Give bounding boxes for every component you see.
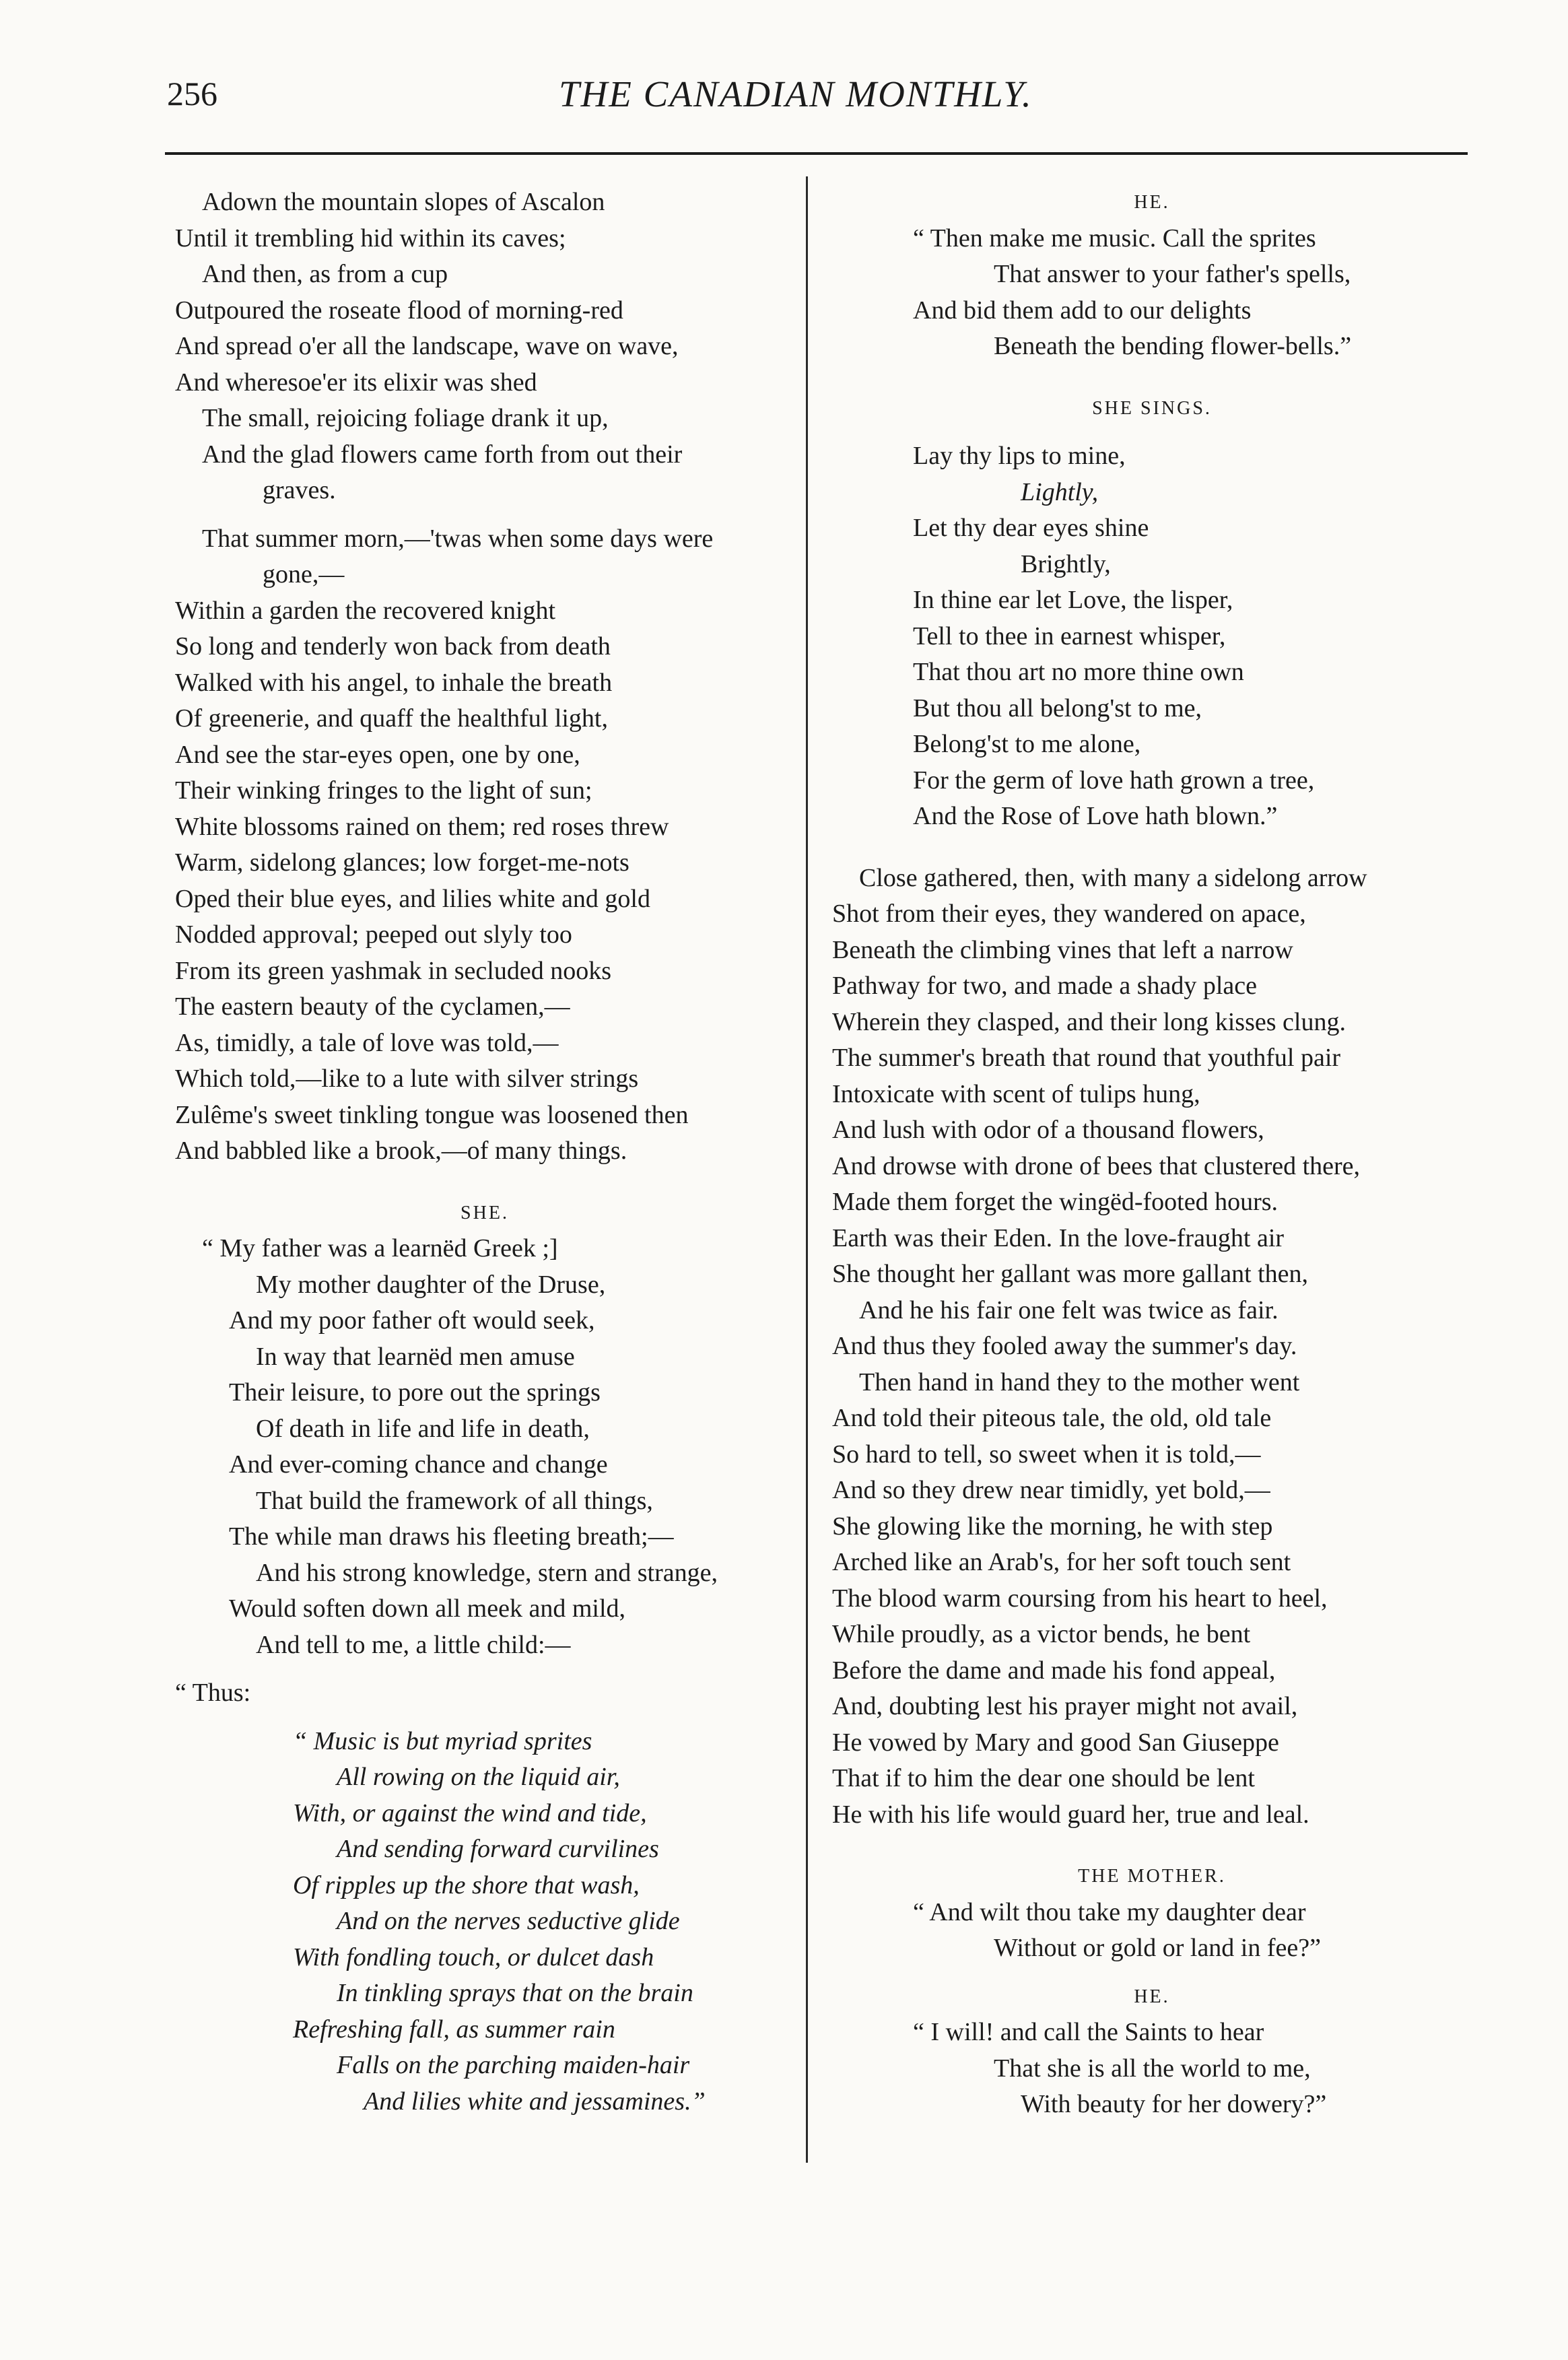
verse-line: graves. (263, 476, 336, 504)
verse-line: And so they drew near timidly, yet bold,— (832, 1476, 1270, 1504)
verse-line: Beneath the bending flower-bells.” (994, 332, 1352, 360)
stanza-he-music (832, 221, 1472, 365)
verse-line: And the Rose of Love hath blown.” (913, 802, 1278, 830)
verse-line: And, doubting lest his prayer might not avail, (832, 1692, 1298, 1720)
column-divider (806, 176, 808, 2163)
running-title: THE CANADIAN MONTHLY. (559, 73, 1033, 114)
stanza-he-reply (832, 2015, 1472, 2123)
header-rule (165, 152, 1468, 155)
page-header (0, 0, 1568, 158)
verse-line: Beneath the climbing vines that left a narrow (832, 935, 1293, 964)
verse-line: And tell to me, a little child:— (256, 1630, 571, 1659)
verse-line: Within a garden the recovered knight (175, 596, 556, 625)
verse-line: Earth was their Eden. In the love-fraught air (832, 1223, 1285, 1252)
verse-line: Adown the mountain slopes of Ascalon (202, 188, 605, 216)
verse-line: White blossoms rained on them; red roses threw (175, 812, 669, 841)
verse-line: For the germ of love hath grown a tree, (913, 766, 1315, 795)
speaker-heading-he-2: HE. (1134, 1986, 1170, 2007)
verse-line: With beauty for her dowery?” (1021, 2090, 1327, 2118)
verse-line: And bid them add to our delights (913, 296, 1252, 325)
verse-line: Tell to thee in earnest whisper, (913, 621, 1226, 650)
verse-line: Arched like an Arab's, for her soft touch sent (832, 1548, 1291, 1576)
right-column (832, 184, 1472, 2123)
verse-line: But thou all belong'st to me, (913, 694, 1202, 722)
verse-line: He vowed by Mary and good San Giuseppe (832, 1728, 1279, 1757)
verse-line: With, or against the wind and tide, (293, 1798, 647, 1827)
verse-line: And spread o'er all the landscape, wave on wave, (175, 332, 679, 360)
verse-line: Outpoured the roseate flood of morning-red (175, 296, 623, 325)
verse-line: The summer's breath that round that youthful pair (832, 1044, 1341, 1072)
verse-line: Warm, sidelong glances; low forget-me-nots (175, 848, 629, 877)
verse-line: All rowing on the liquid air, (337, 1763, 620, 1791)
verse-line: Wherein they clasped, and their long kisses clung. (832, 1007, 1346, 1036)
verse-line: Belong'st to me alone, (913, 730, 1141, 758)
stanza-narrative (832, 861, 1472, 1833)
verse-line: Let thy dear eyes shine (913, 514, 1149, 542)
verse-line: Until it trembling hid within its caves; (175, 224, 566, 252)
verse-line: Without or gold or land in fee?” (994, 1934, 1321, 1962)
verse-line: Intoxicate with scent of tulips hung, (832, 1079, 1200, 1108)
speaker-heading-she: SHE. (461, 1202, 509, 1223)
verse-line: While proudly, as a victor bends, he bent (832, 1620, 1251, 1648)
verse-line: “ I will! and call the Saints to hear (913, 2018, 1264, 2046)
stanza-summer-morn (175, 521, 801, 1170)
thus-line: “ Thus: (175, 1679, 251, 1707)
verse-line: As, timidly, a tale of love was told,— (175, 1028, 559, 1057)
verse-line: “ My father was a learnëd Greek ;] (202, 1234, 558, 1262)
verse-line: Made them forget the wingëd-footed hours. (832, 1188, 1279, 1216)
stanza-song (832, 438, 1472, 835)
verse-line: Their leisure, to pore out the springs (229, 1378, 601, 1407)
stanza-music (175, 1724, 801, 2120)
verse-line: In tinkling sprays that on the brain (337, 1979, 693, 2007)
stanza-she (175, 1231, 801, 1663)
verse-line: And drowse with drone of bees that clustered there, (832, 1151, 1361, 1180)
verse-line: The eastern beauty of the cyclamen,— (175, 992, 570, 1021)
verse-line: Walked with his angel, to inhale the breath (175, 668, 613, 697)
verse-line: And my poor father oft would seek, (229, 1306, 595, 1335)
verse-line: Nodded approval; peeped out slyly too (175, 920, 572, 949)
verse-line: That build the framework of all things, (256, 1486, 653, 1515)
verse-line: Pathway for two, and made a shady place (832, 972, 1258, 1000)
verse-line: And babbled like a brook,—of many things. (175, 1137, 627, 1165)
verse-line: And thus they fooled away the summer's day. (832, 1332, 1297, 1360)
verse-line: Refreshing fall, as summer rain (293, 2015, 615, 2044)
speaker-heading-he: HE. (1134, 192, 1170, 213)
verse-line: Of ripples up the shore that wash, (293, 1870, 640, 1899)
verse-line: Would soften down all meek and mild, (229, 1594, 625, 1623)
verse-line: My mother daughter of the Druse, (256, 1270, 606, 1299)
verse-line: And wheresoe'er its elixir was shed (175, 368, 537, 397)
page-number: 256 (167, 75, 217, 112)
verse-line: Which told,—like to a lute with silver strings (175, 1065, 639, 1093)
verse-line: Oped their blue eyes, and lilies white and gold (175, 884, 650, 913)
verse-line: And lilies white and jessamines.” (364, 2087, 706, 2116)
verse-line: Of greenerie, and quaff the healthful light, (175, 704, 608, 733)
verse-line: And lush with odor of a thousand flowers, (832, 1116, 1264, 1144)
verse-line: She glowing like the morning, he with step (832, 1512, 1273, 1541)
verse-line: From its green yashmak in secluded nooks (175, 956, 612, 985)
verse-line: Shot from their eyes, they wandered on apace, (832, 900, 1306, 928)
verse-line: gone,— (263, 560, 345, 588)
left-column (175, 184, 801, 2120)
verse-line: And see the star-eyes open, one by one, (175, 740, 580, 769)
verse-line: Close gathered, then, with many a sidelong arrow (859, 863, 1367, 892)
verse-line: Lightly, (1021, 477, 1099, 506)
verse-line: And he his fair one felt was twice as fair. (859, 1295, 1279, 1324)
verse-line: Brightly, (1021, 549, 1111, 578)
stanza-mountain (175, 184, 801, 509)
verse-line: Their winking fringes to the light of sun; (175, 776, 592, 805)
verse-line: With fondling touch, or dulcet dash (293, 1943, 654, 1971)
verse-line: That thou art no more thine own (913, 658, 1244, 686)
verse-line: She thought her gallant was more gallant then, (832, 1260, 1309, 1288)
verse-line: Of death in life and life in death, (256, 1414, 590, 1443)
stanza-mother (832, 1895, 1472, 1967)
verse-line: The small, rejoicing foliage drank it up, (202, 404, 609, 432)
verse-line: And on the nerves seductive glide (337, 1907, 680, 1935)
verse-line: And the glad flowers came forth from out their (202, 440, 683, 469)
verse-line: So long and tenderly won back from death (175, 632, 611, 661)
verse-line: The blood warm coursing from his heart to heel, (832, 1584, 1328, 1613)
verse-line: And told their piteous tale, the old, old tale (832, 1404, 1272, 1432)
verse-line: “ Music is but myriad sprites (293, 1726, 592, 1755)
verse-line: And sending forward curvilines (337, 1835, 659, 1863)
verse-line: In thine ear let Love, the lisper, (913, 586, 1233, 614)
speaker-heading-mother: THE MOTHER. (1078, 1866, 1226, 1887)
verse-line: That she is all the world to me, (994, 2054, 1311, 2083)
verse-line: That if to him the dear one should be lent (832, 1764, 1255, 1792)
verse-line: And his strong knowledge, stern and strange, (256, 1558, 718, 1587)
verse-line: Then hand in hand they to the mother went (859, 1368, 1300, 1396)
verse-line: That summer morn,—'twas when some days were (202, 524, 714, 553)
verse-line: He with his life would guard her, true and leal. (832, 1800, 1309, 1829)
verse-line: And then, as from a cup (202, 260, 448, 288)
verse-line: So hard to tell, so sweet when it is told,— (832, 1440, 1261, 1469)
verse-line: “ Then make me music. Call the sprites (913, 224, 1316, 252)
verse-line: In way that learnëd men amuse (256, 1342, 575, 1371)
verse-line: The while man draws his fleeting breath;— (229, 1522, 674, 1551)
verse-line: Before the dame and made his fond appeal, (832, 1656, 1276, 1685)
verse-line: And ever-coming chance and change (229, 1450, 608, 1479)
verse-line: That answer to your father's spells, (994, 260, 1351, 288)
verse-line: Zulême's sweet tinkling tongue was loosened then (175, 1100, 689, 1129)
speaker-heading-she-sings: SHE SINGS. (1092, 397, 1212, 419)
verse-line: Falls on the parching maiden-hair (337, 2051, 690, 2079)
verse-line: “ And wilt thou take my daughter dear (913, 1897, 1306, 1926)
verse-line: Lay thy lips to mine, (913, 442, 1126, 470)
